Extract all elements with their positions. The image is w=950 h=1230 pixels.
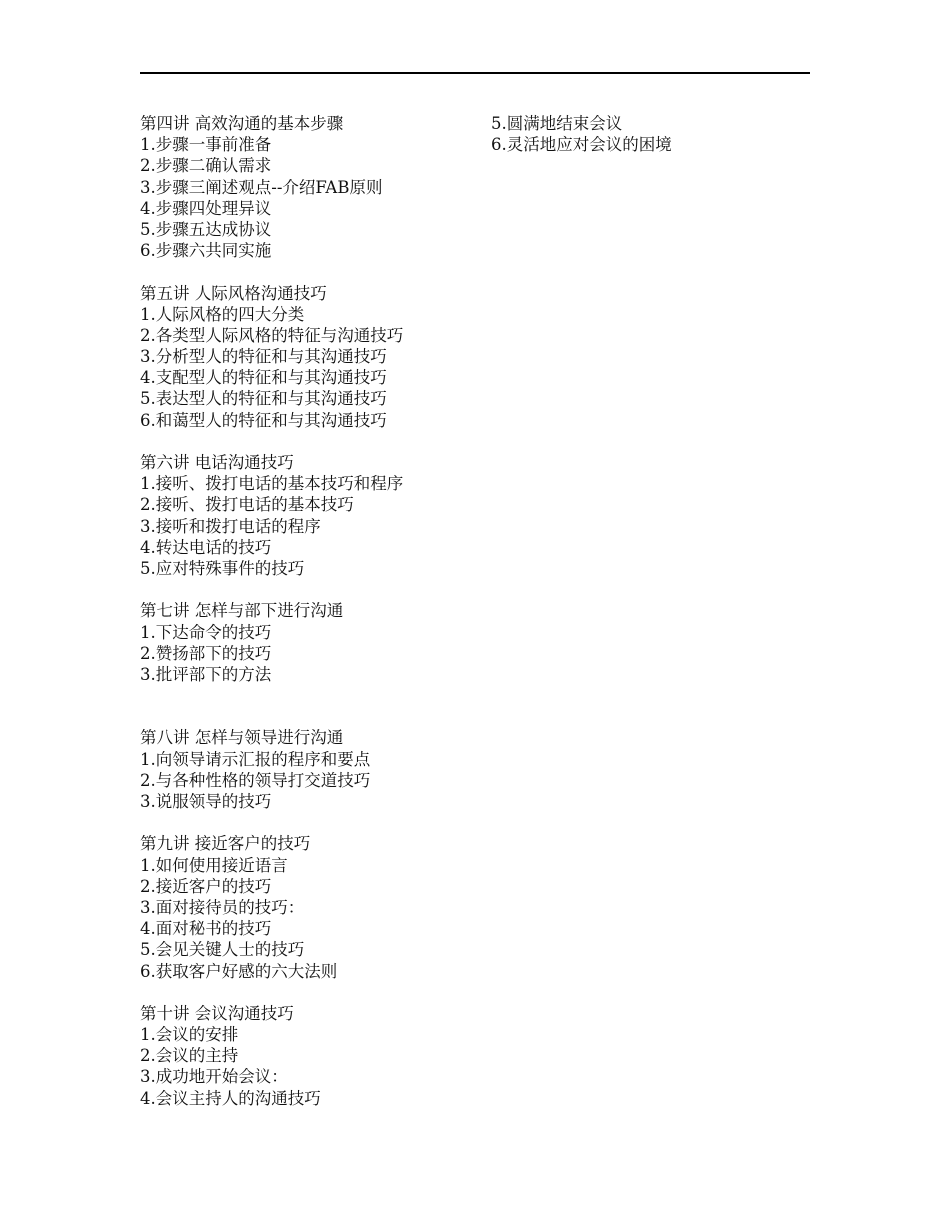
list-item: 6.灵活地应对会议的困境 — [491, 135, 672, 155]
list-item: 4.步骤四处理异议 — [140, 198, 272, 218]
list-item: 3.分析型人的特征和与其沟通技巧 — [140, 347, 387, 367]
list-item: 4.面对秘书的技巧 — [140, 919, 272, 939]
right-column — [491, 113, 811, 155]
list-item: 1.步骤一事前准备 — [140, 135, 272, 155]
lecture-title: 第九讲 接近客户的技巧 — [140, 834, 311, 854]
list-item: 1.会议的安排 — [140, 1025, 239, 1045]
lecture-5 — [140, 283, 485, 431]
list-item: 3.成功地开始会议： — [140, 1067, 288, 1087]
list-item: 5.圆满地结束会议 — [491, 114, 623, 133]
list-item: 3.接听和拨打电话的程序 — [140, 516, 321, 536]
list-item: 3.批评部下的方法 — [140, 664, 272, 684]
list-item: 3.步骤三阐述观点--介绍FAB原则 — [140, 177, 383, 197]
list-item: 6.和蔼型人的特征和与其沟通技巧 — [140, 410, 387, 430]
lecture-9 — [140, 833, 485, 981]
lecture-10 — [140, 1003, 485, 1109]
lecture-4 — [140, 113, 485, 261]
list-item: 4.会议主持人的沟通技巧 — [140, 1088, 321, 1108]
list-item: 5.表达型人的特征和与其沟通技巧 — [140, 389, 387, 409]
list-item: 5.步骤五达成协议 — [140, 219, 272, 239]
list-item: 6.步骤六共同实施 — [140, 241, 272, 261]
list-item: 4.支配型人的特征和与其沟通技巧 — [140, 368, 387, 388]
list-item: 3.面对接待员的技巧： — [140, 897, 305, 917]
list-item: 1.接听、拨打电话的基本技巧和程序 — [140, 474, 404, 494]
lecture-title: 第六讲 电话沟通技巧 — [140, 453, 294, 472]
list-item: 1.如何使用接近语言 — [140, 855, 288, 875]
list-item: 1.向领导请示汇报的程序和要点 — [140, 749, 371, 769]
lecture-title: 第十讲 会议沟通技巧 — [140, 1003, 294, 1023]
list-item: 5.应对特殊事件的技巧 — [140, 558, 305, 578]
left-column — [140, 113, 485, 1109]
list-item: 3.说服领导的技巧 — [140, 792, 272, 812]
list-item: 1.下达命令的技巧 — [140, 622, 272, 642]
lecture-title: 第八讲 怎样与领导进行沟通 — [140, 728, 344, 748]
lecture-6 — [140, 452, 485, 579]
lecture-8 — [140, 727, 485, 812]
lecture-title: 第七讲 怎样与部下进行沟通 — [140, 601, 344, 621]
list-item: 5.会见关键人士的技巧 — [140, 940, 305, 960]
list-item: 2.各类型人际风格的特征与沟通技巧 — [140, 325, 404, 345]
list-item: 1.人际风格的四大分类 — [140, 304, 305, 324]
lecture-title: 第四讲 高效沟通的基本步骤 — [140, 114, 344, 133]
list-item: 2.会议的主持 — [140, 1046, 239, 1066]
lecture-title: 第五讲 人际风格沟通技巧 — [140, 283, 327, 303]
list-item: 2.接听、拨打电话的基本技巧 — [140, 495, 354, 515]
list-item: 4.转达电话的技巧 — [140, 537, 272, 557]
list-item: 2.步骤二确认需求 — [140, 156, 272, 176]
header-rule — [140, 72, 810, 74]
list-item: 2.赞扬部下的技巧 — [140, 643, 272, 663]
list-item: 2.接近客户的技巧 — [140, 876, 272, 896]
list-item: 6.获取客户好感的六大法则 — [140, 961, 338, 981]
list-item: 2.与各种性格的领导打交道技巧 — [140, 770, 371, 790]
lecture-7 — [140, 600, 485, 685]
